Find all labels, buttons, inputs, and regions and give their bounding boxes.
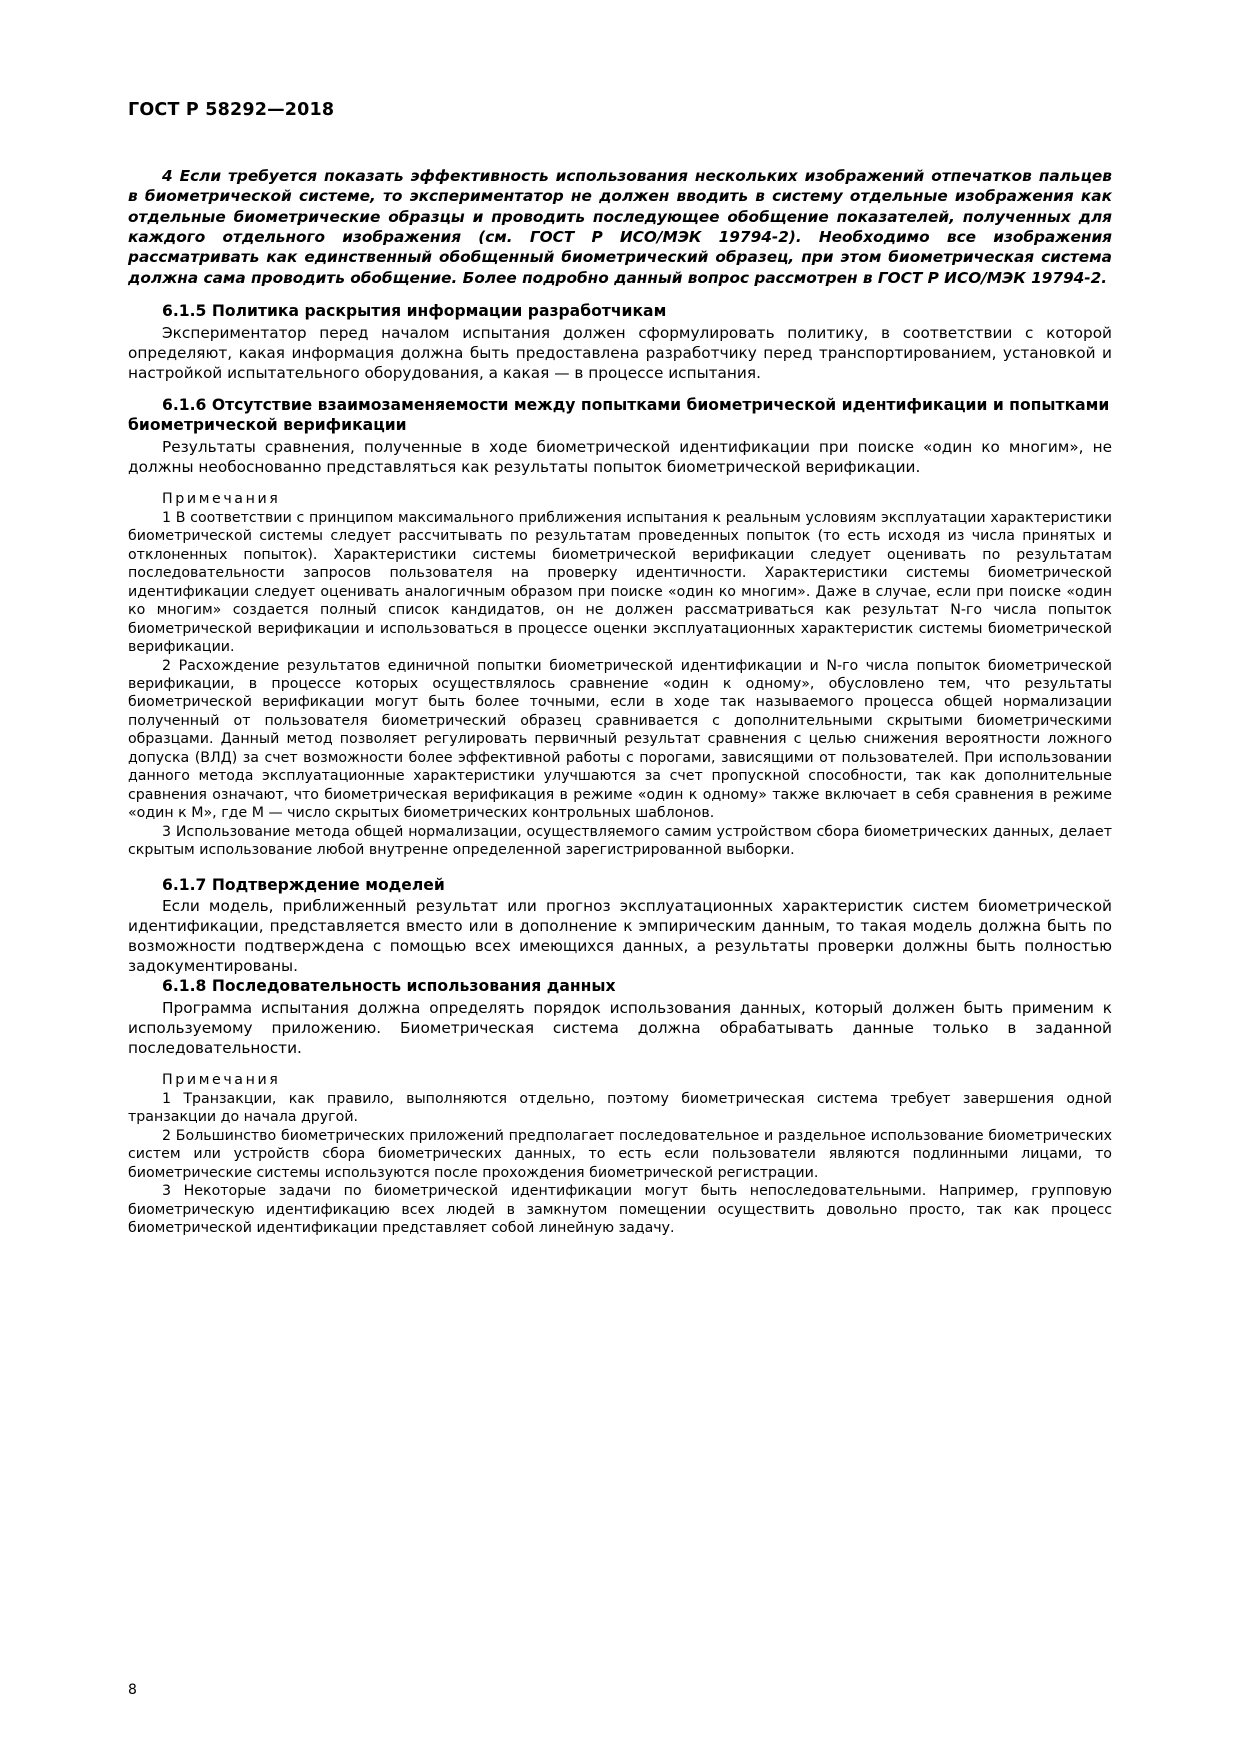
note-2-2: 2 Большинство биометрических приложений предполагает последовательное и раздельное использование биометрических систем или устройств сбора биометрических данных, то есть если пользователи являются подлинными лицами, то биометрические системы используются после прохождения биометрической регистрации. xyxy=(128,1127,1112,1181)
note-1-3: 3 Использование метода общей нормализации, осуществляемого самим устройством сбора биометрических данных, делает скрытым использование любой внутренне определенной зарегистрированной выборки. xyxy=(128,823,1112,859)
clause-6-1-6-text: Результаты сравнения, полученные в ходе биометрической идентификации при поиске «один ко многим», не должны необоснованно представляться как результаты попыток биометрической верификации. xyxy=(128,437,1112,476)
note-1-1: 1 В соответствии с принципом максимального приближения испытания к реальным условиям эксплуатации характеристики биометрической системы следует рассчитывать по результатам проведенных попыток (то есть исходя из числа принятых и отклоненных попыток). Характеристики системы биометрической верификации следует оценивать по результатам последовательности запросов пользователя на проверку идентичности. Характеристики системы биометрической идентификации следует оценивать аналогичным образом при поиске «один ко многим». Даже в случае, если при поиске «один ко многим» создается полный список кандидатов, он не должен рассматриваться как результат N-го числа попыток биометрической верификации и использоваться в процессе оценки эксплуатационных характеристик системы биометрической верификации. xyxy=(128,509,1112,656)
clause-6-1-8-text: Программа испытания должна определять порядок использования данных, который должен быть применим к используемому приложению. Биометрическая система должна обрабатывать данные только в заданной последовательности. xyxy=(128,998,1112,1057)
clause-6-1-5-text: Экспериментатор перед началом испытания должен сформулировать политику, в соответствии с которой определяют, какая информация должна быть предоставлена разработчику перед транспортированием, установкой и настройкой испытательного оборудования, а какая — в процессе испытания. xyxy=(128,323,1112,382)
clause-6-1-5-heading: 6.1.5 Политика раскрытия информации разработчикам xyxy=(162,302,667,321)
notes-label-2: Примечания xyxy=(162,1071,281,1088)
page-number: 8 xyxy=(128,1682,137,1698)
page-header: ГОСТ Р 58292—2018 xyxy=(128,100,335,120)
clause-6-1-7-text: Если модель, приближенный результат или прогноз эксплуатационных характеристик систем биометрической идентификации, представляется вместо или в дополнение к эмпирическим данным, то такая модель должна быть по возможности подтверждена с помощью всех имеющихся данных, а результаты проверки должны быть полностью задокументированы. xyxy=(128,897,1112,976)
document-body xyxy=(128,166,1112,1238)
note-1-2: 2 Расхождение результатов единичной попытки биометрической идентификации и N-го числа попыток биометрической верификации, в процессе которых осуществлялось сравнение «один к одному», обусловлено тем, что результаты биометрической верификации могут быть более точными, если в ходе так называемого процесса общей нормализации полученный от пользователя биометрический образец сравнивается с дополнительными скрытыми биометрическими образцами. Данный метод позволяет регулировать первичный результат сравнения с целью снижения вероятности ложного допуска (ВЛД) за счет возможности более эффективной работы с порогами, зависящими от пользователей. При использовании данного метода эксплуатационные характеристики улучшаются за счет пропускной способности, так как дополнительные сравнения означают, что биометрическая верификация в режиме «один к одному» также включает в себя сравнения в режиме «один к M», где M — число скрытых биометрических контрольных шаблонов. xyxy=(128,657,1112,822)
intro-note-paragraph: 4 Если требуется показать эффективность использования нескольких изображений отпечатков пальцев в биометрической системе, то экспериментатор не должен вводить в систему отдельные изображения как отдельные биометрические образцы и проводить последующее обобщение показателей, полученных для каждого отдельного изображения (см. ГОСТ Р ИСО/МЭК 19794-2). Необходимо все изображения рассматривать как единственный обобщенный биометрический образец, при этом биометрическая система должна сама проводить обобщение. Более подробно данный вопрос рассмотрен в ГОСТ Р ИСО/МЭК 19794-2. xyxy=(128,167,1112,287)
clause-6-1-7-heading: 6.1.7 Подтверждение моделей xyxy=(162,875,445,894)
clause-6-1-8-heading: 6.1.8 Последовательность использования данных xyxy=(162,977,616,996)
note-2-3: 3 Некоторые задачи по биометрической идентификации могут быть непоследовательными. Например, групповую биометрическую идентификацию всех людей в замкнутом помещении осуществить довольно просто, так как процесс биометрической идентификации представляет собой линейную задачу. xyxy=(128,1183,1112,1237)
note-2-1: 1 Транзакции, как правило, выполняются отдельно, поэтому биометрическая система требует завершения одной транзакции до начала другой. xyxy=(128,1090,1112,1126)
clause-6-1-6-heading: 6.1.6 Отсутствие взаимозаменяемости между попытками биометрической идентификации и попытками биометрической верификации xyxy=(128,395,1110,435)
notes-label-1: Примечания xyxy=(162,490,281,507)
